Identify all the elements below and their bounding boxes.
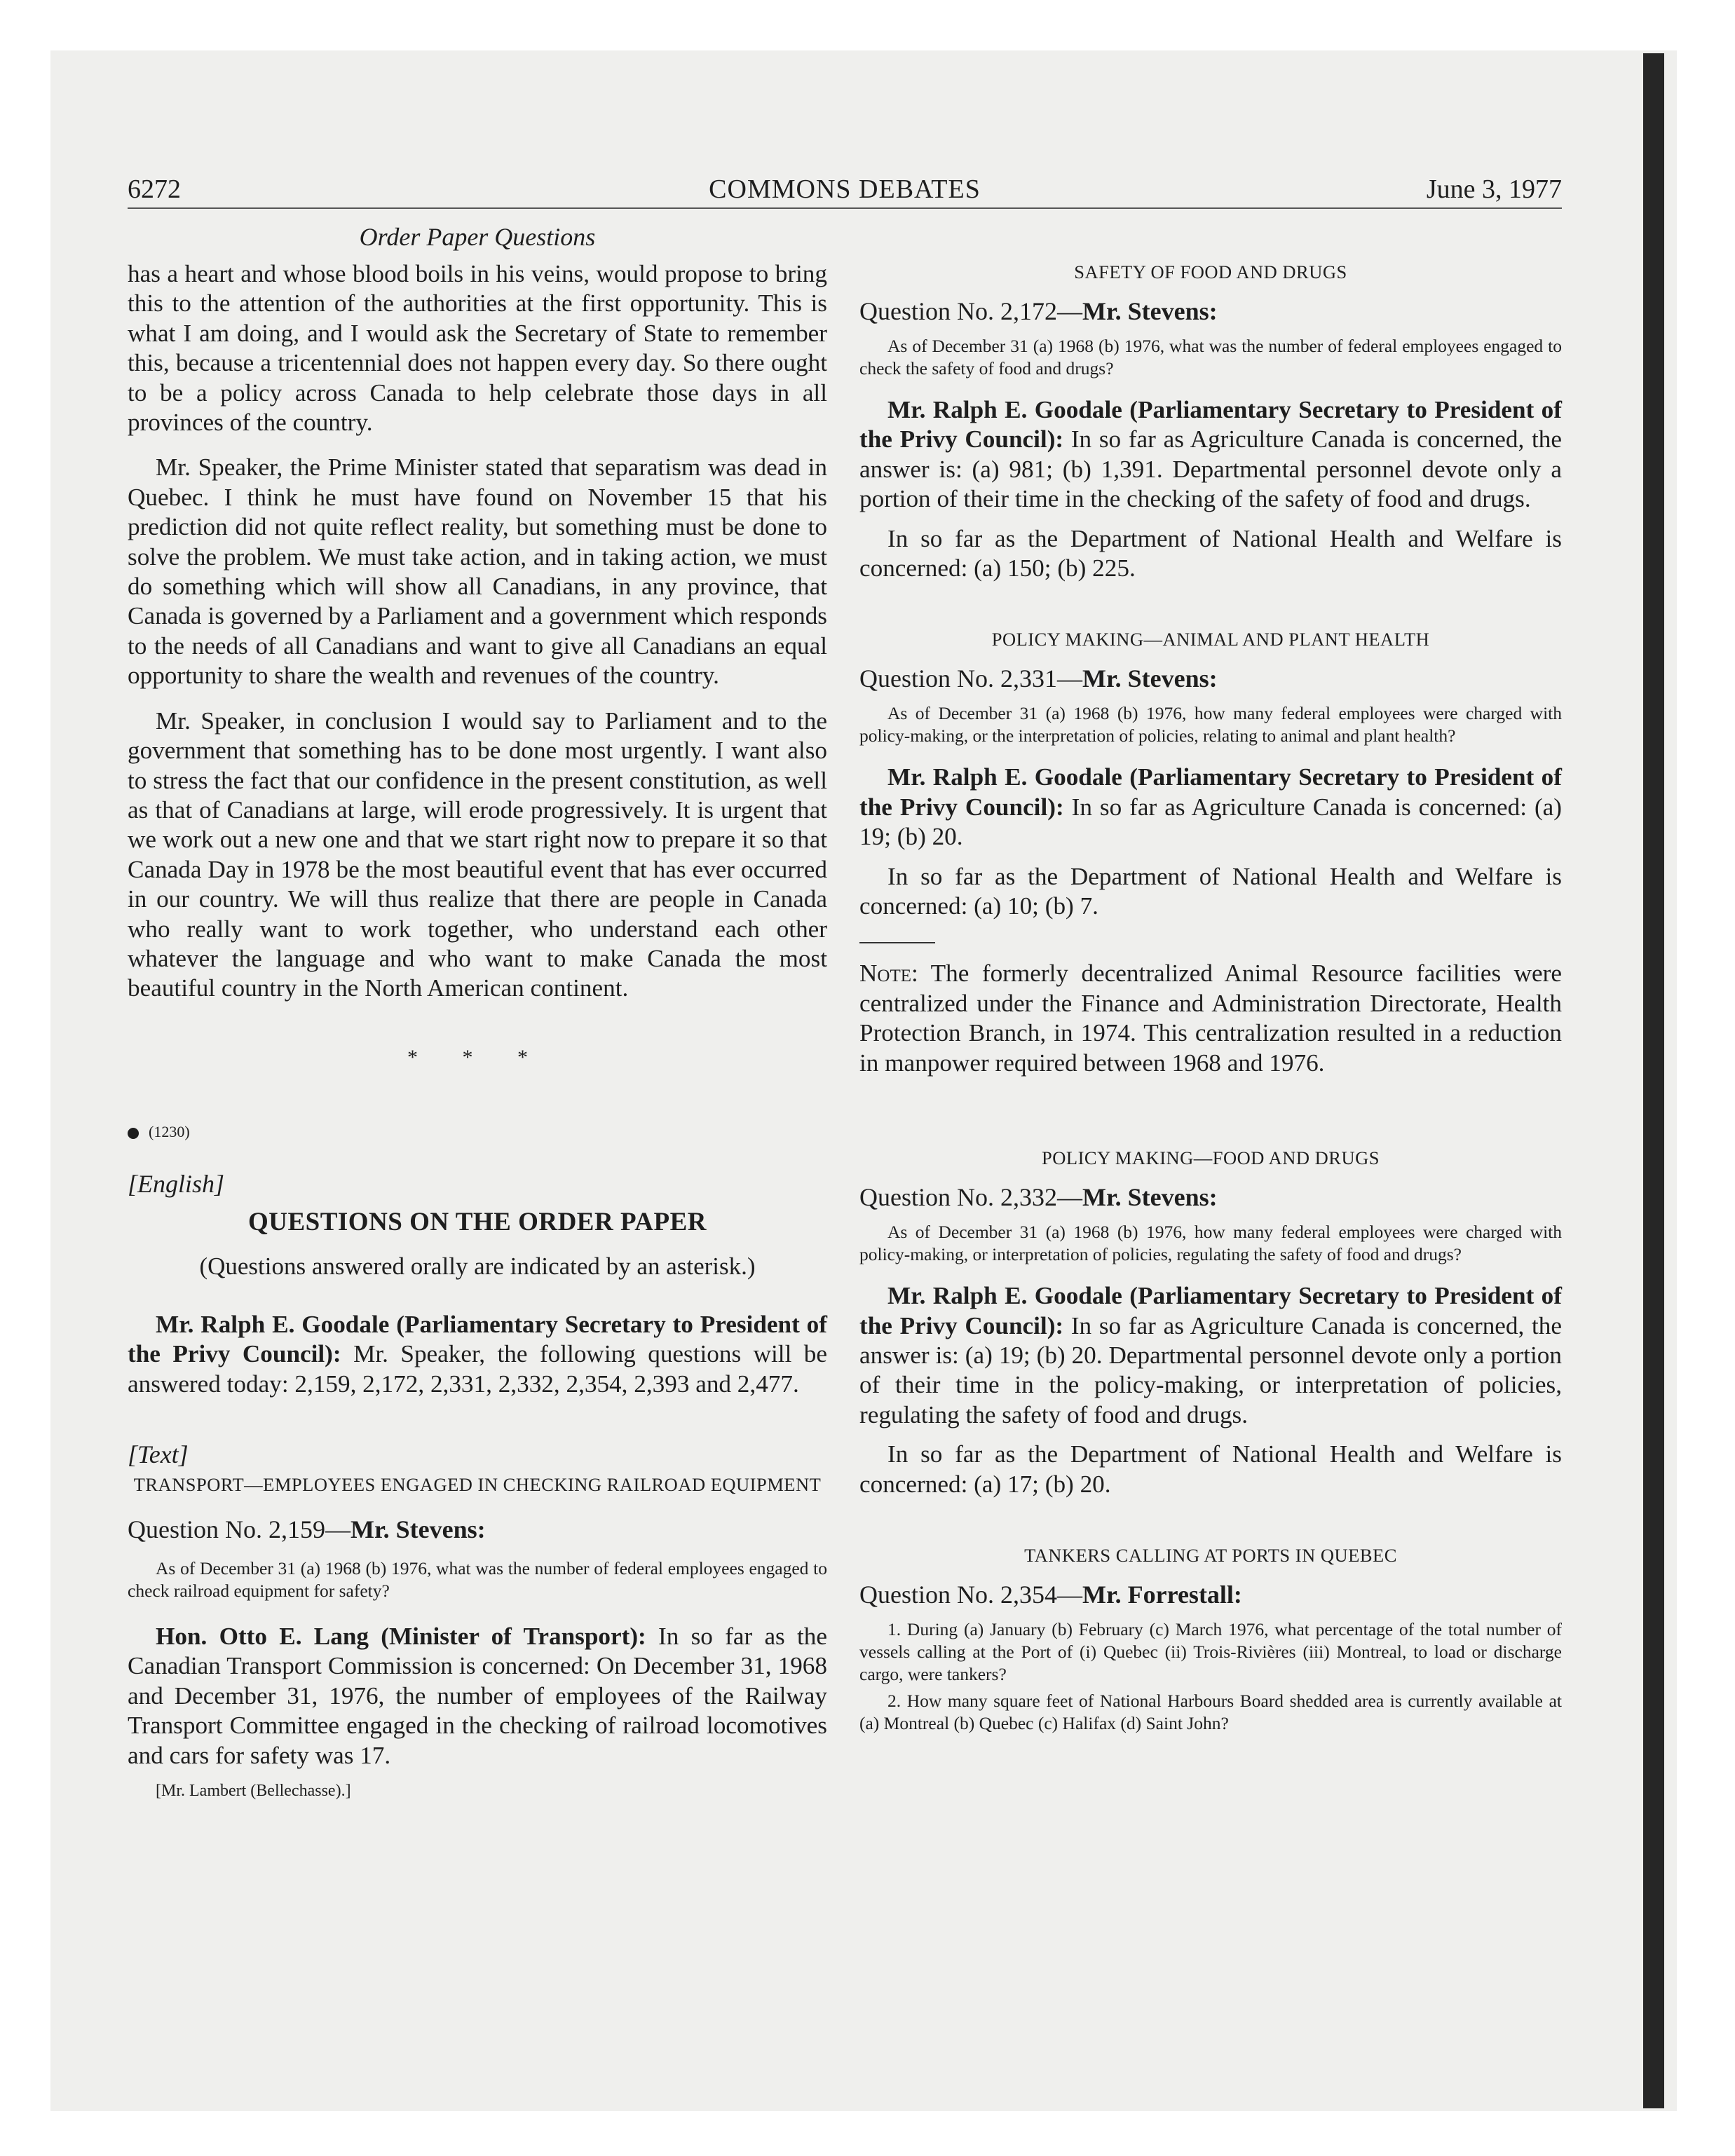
asker-name: Mr. Forrestall: <box>1082 1580 1242 1609</box>
time-marker <box>128 1123 827 1141</box>
asker-name: Mr. Stevens: <box>1082 664 1218 693</box>
answer-paragraph: In so far as the Department of National Health and Welfare is concerned: (a) 150; (b) 225. <box>859 524 1562 582</box>
answer-text: In so far as Agriculture Canada is concerned, the answer is: (a) 981; (b) 1,391. Departmental personnel devote only a portion of their time in the checking of the safety of food and drugs. <box>859 425 1562 513</box>
divider-rule <box>859 942 935 943</box>
section-break: * * * <box>407 1045 547 1069</box>
note-label: Note: <box>859 960 918 988</box>
asker-name: Mr. Stevens: <box>1082 297 1218 325</box>
answer-paragraph: In so far as the Department of National Health and Welfare is concerned: (a) 10; (b) 7. <box>859 862 1562 920</box>
answer-text: In so far as the Canadian Transport Commission is concerned: On December 31, 1968 and December 31, 1976, the number of employees of the Railway Transport Committee engaged in the checking of railroad locomotives and cars for safety was 17. <box>128 1622 827 1769</box>
question-text: As of December 31 (a) 1968 (b) 1976, how many federal employees were charged with policy-making, or the interpretation of policies, relating to animal and plant health? <box>859 703 1562 746</box>
asker-name: Mr. Stevens: <box>1082 1183 1218 1212</box>
question-text: As of December 31 (a) 1968 (b) 1976, what was the number of federal employees engaged to check the safety of food and drugs? <box>859 336 1562 378</box>
note-text: The formerly decentralized Animal Resource facilities were centralized under the Finance and Administration Directorate, Health Protection Branch, in 1974. This centralization resulted in a reduction in manpower required between 1968 and 1976. <box>859 960 1562 1077</box>
answer-paragraph <box>859 1281 1562 1430</box>
question-text: As of December 31 (a) 1968 (b) 1976, how many federal employees were charged with policy-making, or interpretation of policies, regulating the safety of food and drugs? <box>859 1222 1562 1265</box>
question-heading: TRANSPORT—EMPLOYEES ENGAGED IN CHECKING RAILROAD EQUIPMENT <box>133 1473 822 1495</box>
page-number: 6272 <box>128 175 181 204</box>
question-number: Question No. 2,332—Mr. Stevens: <box>859 1183 1218 1212</box>
answer-paragraph <box>128 1310 827 1399</box>
language-tag: [English] <box>128 1169 225 1198</box>
time-marker-text: (1230) <box>149 1122 190 1140</box>
question-number: Question No. 2,331—Mr. Stevens: <box>859 664 1218 693</box>
answer-text: In so far as Agriculture Canada is concerned, the answer is: (a) 19; (b) 20. Departmental personnel devote only a portion of their time in the policy-making, or interpretation of policies, regulating the safety of food and drugs. <box>859 1311 1562 1428</box>
left-column <box>128 221 827 1801</box>
speaker-name: Mr. Ralph E. Goodale (Parliamentary Secretary to President of the Privy Council): <box>859 763 1562 821</box>
question-number: Question No. 2,354—Mr. Forrestall: <box>859 1580 1242 1609</box>
running-header <box>128 171 1562 209</box>
paragraph: Mr. Speaker, the Prime Minister stated that separatism was dead in Quebec. I think he must have found on November 15 that his prediction did not quite reflect reality, but something must be done to solve the problem. We must take action, and in taking action, we must do something which will show all Canadians, in any province, that Canada is governed by a Parliament and a government which responds to the needs of all Canadians and want to give all Canadians an equal opportunity to share the wealth and revenues of the country. <box>128 453 827 690</box>
bullet-icon <box>128 1128 139 1139</box>
speaker-name: Mr. Ralph E. Goodale (Parliamentary Secretary to President of the Privy Council): <box>859 396 1562 453</box>
answer-text: In so far as Agriculture Canada is concerned: (a) 19; (b) 20. <box>859 793 1562 851</box>
question-number: Question No. 2,172—Mr. Stevens: <box>859 297 1218 325</box>
section-subheading: Order Paper Questions <box>359 223 596 251</box>
paragraph: Mr. Speaker, in conclusion I would say to Parliament and to the government that something has to be done most urgently. I want also to stress the fact that our confidence in the present constitution, as well as that of Canadians at large, will erode progressively. It is urgent that we work out a new one and that we start right now to prepare it so that Canada Day in 1978 be the most beautiful event that has ever occurred in our country. We will thus realize that there are people in Canada who really want to work together, who understand each other whatever the language and who want to make Canada the most beautiful country in the North American continent. <box>128 707 827 1002</box>
text-tag: [Text] <box>128 1440 189 1468</box>
speaker-attribution: [Mr. Lambert (Bellechasse).] <box>156 1782 351 1800</box>
note-paragraph <box>859 959 1562 1078</box>
speaker-name: Mr. Ralph E. Goodale (Parliamentary Secretary to President of the Privy Council): <box>859 1282 1562 1339</box>
question-heading: SAFETY OF FOOD AND DRUGS <box>1074 261 1347 282</box>
issue-date: June 3, 1977 <box>1426 175 1562 204</box>
orally-answered-note: (Questions answered orally are indicated by an asterisk.) <box>199 1252 756 1280</box>
publication-title: COMMONS DEBATES <box>709 175 981 204</box>
answer-paragraph <box>128 1622 827 1770</box>
answer-text: Mr. Speaker, the following questions will be answered today: 2,159, 2,172, 2,331, 2,332, 2,354, 2,393 and 2,477. <box>128 1340 828 1398</box>
question-item: 2. How many square feet of National Harbours Board shedded area is currently available at (a) Montreal (b) Quebec (c) Halifax (d) Saint John? <box>859 1690 1562 1733</box>
speaker-name: Mr. Ralph E. Goodale (Parliamentary Secretary to President of the Privy Council): <box>128 1310 827 1368</box>
paragraph: has a heart and whose blood boils in his veins, would propose to bring this to the attention of the authorities at the first opportunity. This is what I am doing, and I would ask the Secretary of State to remember this, because a tricentennial does not happen every day. So there ought to be a policy across Canada to help celebrate those days in all provinces of the country. <box>128 260 827 437</box>
question-number: Question No. 2,159—Mr. Stevens: <box>128 1515 486 1543</box>
asker-name: Mr. Stevens: <box>351 1515 486 1543</box>
speaker-name: Hon. Otto E. Lang (Minister of Transport): <box>156 1622 646 1650</box>
answer-paragraph <box>859 763 1562 852</box>
right-column <box>859 221 1562 1735</box>
question-heading: POLICY MAKING—FOOD AND DRUGS <box>1042 1147 1380 1169</box>
main-heading: QUESTIONS ON THE ORDER PAPER <box>247 1207 707 1236</box>
scan-edge-shadow <box>1643 53 1664 2108</box>
question-heading: TANKERS CALLING AT PORTS IN QUEBEC <box>1024 1544 1397 1566</box>
answer-paragraph: In so far as the Department of National Health and Welfare is concerned: (a) 17; (b) 20. <box>859 1440 1562 1498</box>
answer-paragraph <box>859 395 1562 514</box>
question-heading: POLICY MAKING—ANIMAL AND PLANT HEALTH <box>991 629 1430 650</box>
question-text: As of December 31 (a) 1968 (b) 1976, what was the number of federal employees engaged to check railroad equipment for safety? <box>128 1557 827 1601</box>
question-item: 1. During (a) January (b) February (c) March 1976, what percentage of the total number of vessels calling at the Port of (i) Quebec (ii) Trois-Rivières (iii) Montreal, to load or discharge cargo, were tankers? <box>859 1618 1562 1684</box>
